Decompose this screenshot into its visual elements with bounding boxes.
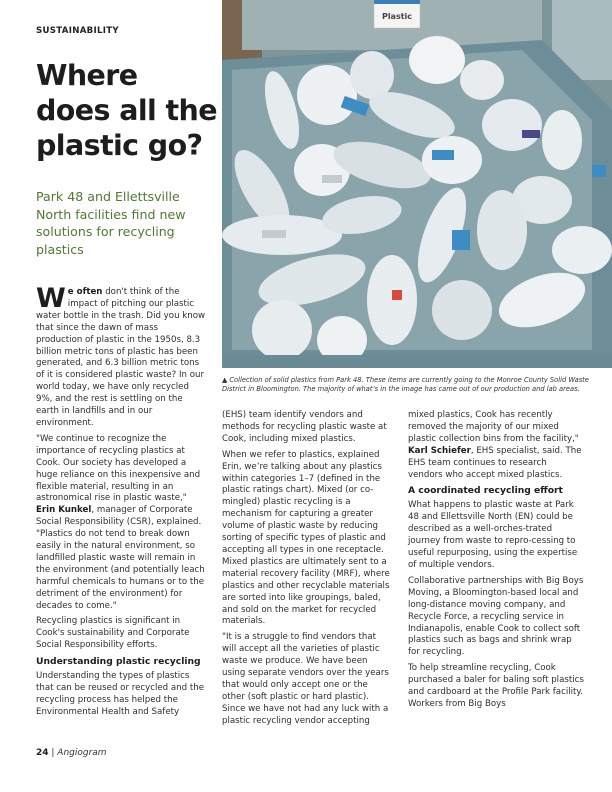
page-number: 24 <box>36 748 49 758</box>
deck-subtitle: Park 48 and Ellettsville North facilities find new solutions for recycling plastics <box>36 189 186 257</box>
photo-caption <box>222 376 592 394</box>
quote-paragraph-erin <box>36 434 206 613</box>
person-name-erin-kunkel: Erin Kunkel <box>36 505 92 516</box>
paragraph-understanding-part-1: Understanding the types of plastics that can be reused or recycled and the recycling process has helped the Environmental Health and Safety <box>36 671 205 717</box>
page-footer <box>36 748 107 758</box>
article-column-2 <box>222 410 392 732</box>
person-name-karl-schiefer: Karl Schiefer <box>408 445 471 456</box>
quote-paragraph-karl-part-2 <box>408 410 584 481</box>
paragraph-journey: What happens to plastic waste at Park 48 and Ellettsville North (EN) could be described as a well-orches-trated journey from waste to repro-cessing to useful repurposing, using the expertise of multiple vendors. <box>408 500 578 570</box>
photo-sign-text: Plastic <box>381 12 413 21</box>
quote-text-after: , EHS specialist, said. The EHS team continues to research vendors who accept mixed plastics. <box>408 445 582 480</box>
headline-line-2: does all the <box>36 94 217 127</box>
paragraph-baler: To help streamline recycling, Cook purchased a baler for baling soft plastics and cardboard at the Profile Park facility. Workers from Big Boys <box>408 663 584 709</box>
paragraph-understanding-part-2: (EHS) team identify vendors and methods for recycling plastic waste at Cook, including mixed plastics. <box>222 410 387 444</box>
subheading-coordinated-effort: A coordinated recycling effort <box>408 485 563 497</box>
article-photo <box>222 0 612 368</box>
caption-marker-icon: ▲ <box>222 376 228 384</box>
paragraph-significance: Recycling plastics is significant in Cook's sustainability and Corporate Social Responsibility efforts. <box>36 616 190 651</box>
headline <box>36 58 222 163</box>
quote-text-after: , manager of Corporate Social Responsibility (CSR), explained. "Plastics do not tend to break down easily in the natural environment, so landfilled plastic waste will remain in the environment (and potentially leach harmful chemicals to humans or to the detriment of the environment) for decades to come." <box>36 505 205 611</box>
paragraph-partnerships: Collaborative partnerships with Big Boys Moving, a Bloomington-based local and long-distance moving company, and Recycle Force, a recycling service in Indianapolis, enable Cook to collect soft plastics such as bags and shrink wrap for recycling. <box>408 575 584 658</box>
quote-text: "We continue to recognize the importance of recycling plastics at Cook. Our society has developed a huge reliance on this inexpensive and flexible material, resulting in an astronomical rise in plastic waste," <box>36 433 201 504</box>
article-column-1 <box>36 283 206 723</box>
intro-text: don't think of the impact of pitching our plastic water bottle in the trash. Did you know that since the dawn of mass production of plastic in the 1950s, 8.3 billion metric tons of plastic has been generated, and 6.3 billion metric tons of it is considered plastic waste? In our world today, we have only recycled 9%, and the rest is settling on the earth in landfills and in our environment. <box>36 287 206 428</box>
headline-line-3: plastic go? <box>36 129 203 162</box>
headline-line-1: Where <box>36 59 138 92</box>
intro-lead: e often <box>67 287 103 297</box>
caption-text: Collection of solid plastics from Park 48. These items are currently going to the Monroe County Solid Waste District in Bloomington. The majority of what’s in the image has came out of our production and lab areas. <box>222 376 589 393</box>
drop-cap: W <box>36 283 66 314</box>
paragraph-mixed-plastics: When we refer to plastics, explained Erin, we’re talking about any plastics within categories 1–7 (defined in the plastic ratings chart). Mixed (or co-mingled) plastic recycling is a mechanism for capturing a greater volume of plastic waste by reducing sorting of specific types of plastic and accepting all types in one receptacle. Mixed plastics are ultimately sent to a material recovery facility (MRF), where plastics and other recyclable materials are sorted into like groupings, baled, and sold on the market for recycled materials. <box>222 449 390 627</box>
footer-separator: | <box>48 748 58 758</box>
quote-text: mixed plastics, Cook has recently removed the majority of our mixed plastic collection bins from the facility," <box>408 410 579 444</box>
section-label: SUSTAINABILITY <box>36 26 119 36</box>
article-column-3 <box>408 410 584 715</box>
intro-paragraph <box>36 283 206 430</box>
subheading-understanding: Understanding plastic recycling <box>36 656 201 668</box>
quote-paragraph-karl-part-1: "It is a struggle to find vendors that will accept all the varieties of plastic waste we produce. We have been using separate vendors over the years that would only accept one or the other (soft plastic or hard plastic). Since we have not had any luck with a plastic recycling vendor accepting <box>222 632 389 726</box>
plastic-bin-photo <box>222 0 612 368</box>
publication-name: Angiogram <box>57 748 107 758</box>
